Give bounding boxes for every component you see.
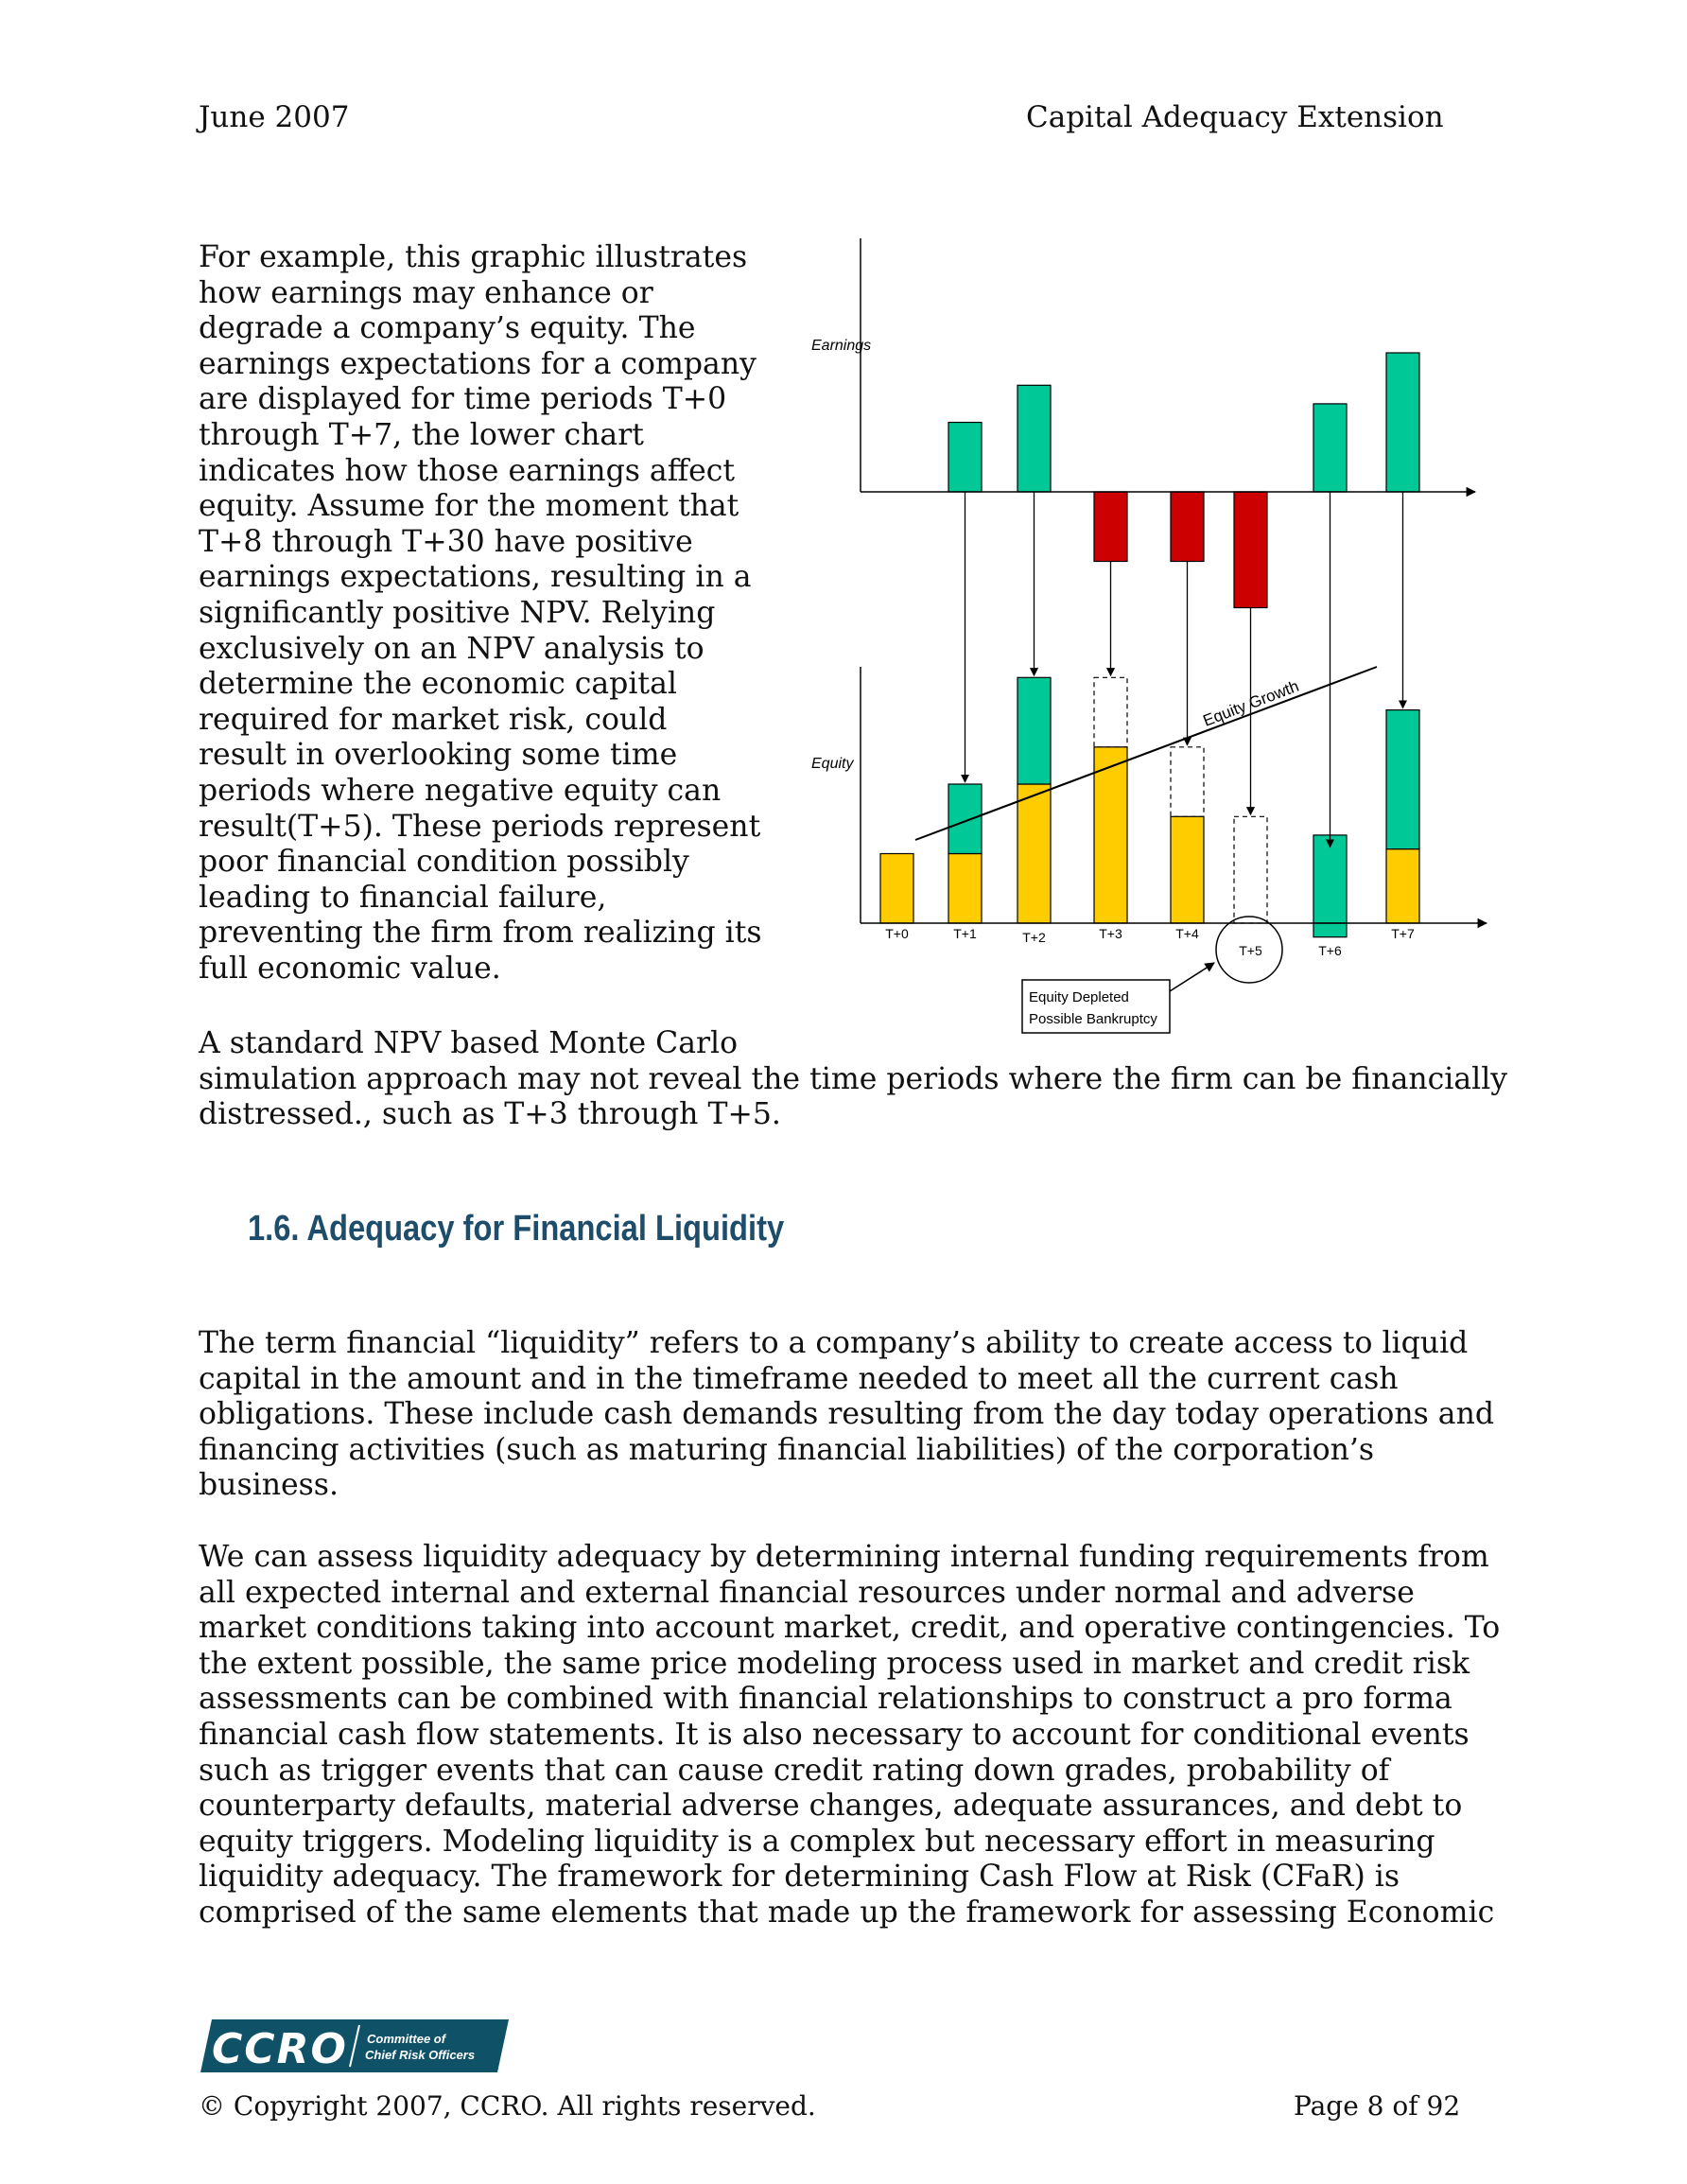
text-line: distressed., such as T+3 through T+5. <box>199 1097 781 1132</box>
equity-bar-T+2 <box>1017 784 1051 923</box>
text-line: determine the economic capital <box>199 667 677 702</box>
text-line: market conditions taking into account market, credit, and operative contingencies. To <box>199 1611 1501 1646</box>
text-line: earnings expectations, resulting in a <box>199 560 752 595</box>
callout-text-line-2: Possible Bankruptcy <box>1029 1011 1157 1027</box>
text-line: result(T+5). These periods represent <box>199 809 761 844</box>
footer-page-number: Page 8 of 92 <box>1294 2090 1461 2122</box>
footer-copyright: © Copyright 2007, CCRO. All rights reserved. <box>199 2090 816 2122</box>
callout-pointer-arrow <box>1170 963 1214 991</box>
monte-carlo-paragraph <box>199 1026 1507 1133</box>
header-title: Capital Adequacy Extension <box>1026 100 1444 134</box>
text-line: For example, this graphic illustrates <box>199 240 748 274</box>
earnings-bar-T+1 <box>948 423 982 493</box>
earnings-bar-T+3 <box>1094 492 1127 562</box>
earnings-bar-T+2 <box>1017 385 1051 492</box>
text-line: all expected internal and external financial resources under normal and adverse <box>199 1575 1415 1610</box>
text-line: business. <box>199 1468 339 1503</box>
text-line: earnings expectations for a company <box>199 346 757 381</box>
text-line: leading to financial failure, <box>199 880 607 915</box>
text-line: poor financial condition possibly <box>199 845 689 880</box>
text-line: degrade a company’s equity. The <box>199 311 696 346</box>
text-line: assessments can be combined with financial relationships to construct a pro forma <box>199 1682 1452 1717</box>
logo-line-2: Chief Risk Officers <box>365 2048 476 2062</box>
x-tick-label-T+1: T+1 <box>953 926 977 941</box>
equity-gain-bar-T+7 <box>1386 710 1419 849</box>
logo-mark: CCRO <box>212 2025 348 2073</box>
equity-lost-outline-T+3 <box>1094 677 1127 747</box>
earnings-equity-figure <box>775 227 1513 1040</box>
text-line: obligations. These include cash demands resulting from the day today operations and <box>199 1397 1495 1432</box>
text-line: financing activities (such as maturing financial liabilities) of the corporation’s <box>199 1432 1375 1467</box>
text-line: such as trigger events that can cause credit rating down grades, probability of <box>199 1753 1390 1788</box>
text-line: the extent possible, the same price modeling process used in market and credit risk <box>199 1646 1470 1681</box>
equity-negative-bar-T+6 <box>1313 923 1347 937</box>
text-line: counterparty defaults, material adverse changes, adequate assurances, and debt to <box>199 1789 1463 1824</box>
x-tick-label-T+2: T+2 <box>1022 930 1046 945</box>
text-line: financial cash flow statements. It is also necessary to account for conditional events <box>199 1717 1470 1752</box>
text-line: result in overlooking some time <box>199 738 678 773</box>
equity-bar-T+0 <box>880 854 913 924</box>
equity-lost-outline-T+5 <box>1234 816 1267 923</box>
logo-line-1: Committee of <box>367 2032 446 2046</box>
earnings-bar-T+7 <box>1386 353 1419 492</box>
text-line: equity triggers. Modeling liquidity is a complex but necessary effort in measuring <box>199 1824 1435 1859</box>
equity-gain-bar-T+1 <box>948 784 982 854</box>
text-line: A standard NPV based Monte Carlo <box>199 1026 739 1060</box>
text-line: T+8 through T+30 have positive <box>199 524 693 559</box>
x-tick-label-T+3: T+3 <box>1099 926 1122 941</box>
liquidity-assessment-paragraph <box>199 1540 1500 1931</box>
earnings-bar-T+4 <box>1171 492 1204 562</box>
equity-growth-label: Equity Growth <box>1200 676 1302 730</box>
x-tick-label-T+6: T+6 <box>1318 943 1342 958</box>
equity-bar-T+1 <box>948 854 982 924</box>
earnings-bar-T+5 <box>1234 492 1267 608</box>
earnings-bar-T+6 <box>1313 404 1347 492</box>
text-line: We can assess liquidity adequacy by determining internal funding requirements from <box>199 1540 1489 1574</box>
equity-gain-bar-T+2 <box>1017 677 1051 784</box>
text-line: required for market risk, could <box>199 702 668 737</box>
text-line: through T+7, the lower chart <box>199 417 644 452</box>
text-line: capital in the amount and in the timeframe needed to meet all the current cash <box>199 1361 1399 1396</box>
text-line: significantly positive NPV. Relying <box>199 595 716 630</box>
x-tick-label-T+4: T+4 <box>1175 926 1199 941</box>
text-line: indicates how those earnings affect <box>199 453 736 488</box>
text-line: The term financial “liquidity” refers to a company’s ability to create access to liquid <box>199 1326 1469 1360</box>
callout-text-line-1: Equity Depleted <box>1029 989 1129 1005</box>
text-line: exclusively on an NPV analysis to <box>199 631 704 666</box>
liquidity-definition-paragraph <box>199 1326 1494 1504</box>
text-line: liquidity adequacy. The framework for determining Cash Flow at Risk (CFaR) is <box>199 1860 1400 1895</box>
text-line: how earnings may enhance or <box>199 275 653 310</box>
header-date: June 2007 <box>199 100 350 134</box>
text-line: full economic value. <box>199 951 501 986</box>
intro-paragraph <box>199 240 762 987</box>
x-tick-label-T+0: T+0 <box>885 926 909 941</box>
text-line: comprised of the same elements that made up the framework for assessing Economic <box>199 1895 1495 1930</box>
equity-growth-trend-line <box>915 667 1377 840</box>
equity-axis-label: Equity <box>811 756 854 772</box>
text-line: preventing the firm from realizing its <box>199 916 762 951</box>
equity-gain-bar-T+6 <box>1313 835 1347 923</box>
equity-bar-T+4 <box>1171 816 1204 923</box>
ccro-logo <box>199 2018 511 2074</box>
equity-bar-T+7 <box>1386 849 1419 923</box>
earnings-axis-label: Earnings <box>811 338 872 354</box>
text-line: periods where negative equity can <box>199 773 722 808</box>
text-line: simulation approach may not reveal the time periods where the firm can be financially <box>199 1061 1508 1096</box>
text-line: are displayed for time periods T+0 <box>199 382 727 417</box>
x-tick-label-T+7: T+7 <box>1391 926 1415 941</box>
x-tick-label-T+5: T+5 <box>1239 943 1262 958</box>
equity-bar-T+3 <box>1094 747 1127 923</box>
text-line: equity. Assume for the moment that <box>199 489 739 524</box>
chart-layer <box>880 353 1419 958</box>
equity-lost-outline-T+4 <box>1171 747 1204 817</box>
section-heading: 1.6. Adequacy for Financial Liquidity <box>248 1209 785 1249</box>
